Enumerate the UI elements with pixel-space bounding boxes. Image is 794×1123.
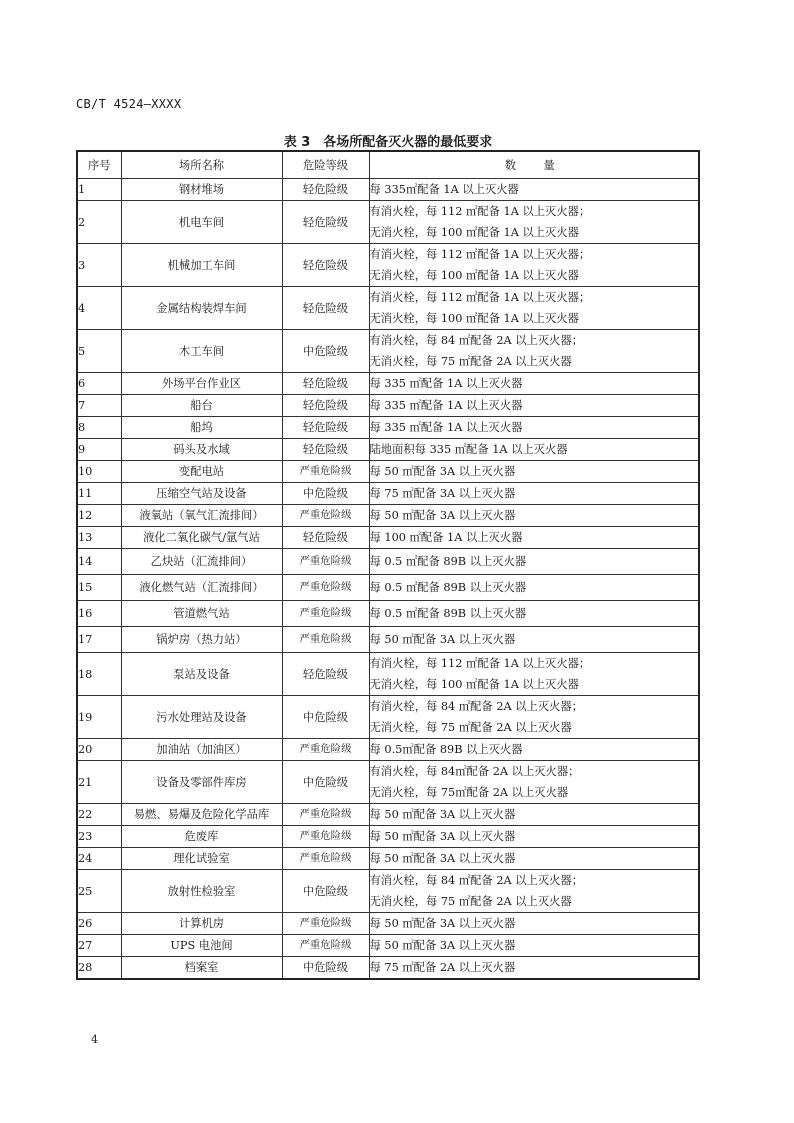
row-number: 28 bbox=[77, 957, 121, 980]
quantity-cell bbox=[369, 575, 699, 601]
quantity-line: 无消火栓，每 100 ㎡配备 1A 以上灭火器 bbox=[369, 312, 579, 325]
table-row bbox=[77, 804, 699, 826]
quantity-line: 每 0.5 ㎡配备 89B 以上灭火器 bbox=[369, 555, 527, 568]
table-row bbox=[77, 244, 699, 287]
table-header-row bbox=[77, 151, 699, 179]
hazard-level: 严重危险级 bbox=[282, 461, 369, 483]
quantity-cell bbox=[369, 761, 699, 804]
table-body bbox=[77, 179, 699, 980]
hazard-level: 轻危险级 bbox=[282, 201, 369, 244]
row-number: 23 bbox=[77, 826, 121, 848]
table-row bbox=[77, 483, 699, 505]
quantity-cell bbox=[369, 439, 699, 461]
quantity-line: 每 50 ㎡配备 3A 以上灭火器 bbox=[369, 917, 516, 930]
quantity-line: 每 335 ㎡配备 1A 以上灭火器 bbox=[369, 377, 523, 390]
hazard-level: 严重危险级 bbox=[282, 739, 369, 761]
quantity-cell bbox=[369, 505, 699, 527]
quantity-line: 每 100 ㎡配备 1A 以上灭火器 bbox=[369, 531, 523, 544]
quantity-line: 每 50 ㎡配备 3A 以上灭火器 bbox=[369, 633, 516, 646]
quantity-cell bbox=[369, 549, 699, 575]
table-row bbox=[77, 461, 699, 483]
quantity-cell bbox=[369, 913, 699, 935]
quantity-cell bbox=[369, 417, 699, 439]
row-number: 6 bbox=[77, 373, 121, 395]
table-row bbox=[77, 417, 699, 439]
row-number: 16 bbox=[77, 601, 121, 627]
table-row bbox=[77, 527, 699, 549]
header-quantity: 数 量 bbox=[369, 151, 699, 179]
header-place: 场所名称 bbox=[121, 151, 282, 179]
place-name: 理化试验室 bbox=[121, 848, 282, 870]
hazard-level: 中危险级 bbox=[282, 696, 369, 739]
table-row bbox=[77, 627, 699, 653]
quantity-cell bbox=[369, 826, 699, 848]
place-name: 木工车间 bbox=[121, 330, 282, 373]
place-name: 钢材堆场 bbox=[121, 179, 282, 201]
quantity-line: 陆地面积每 335 ㎡配备 1A 以上灭火器 bbox=[369, 443, 568, 456]
place-name: 机械加工车间 bbox=[121, 244, 282, 287]
quantity-cell bbox=[369, 201, 699, 244]
quantity-cell bbox=[369, 601, 699, 627]
row-number: 14 bbox=[77, 549, 121, 575]
quantity-cell bbox=[369, 244, 699, 287]
quantity-line: 无消火栓，每 100 ㎡配备 1A 以上灭火器 bbox=[369, 678, 579, 691]
quantity-line: 无消火栓，每 75 ㎡配备 2A 以上灭火器 bbox=[369, 355, 572, 368]
hazard-level: 轻危险级 bbox=[282, 395, 369, 417]
row-number: 2 bbox=[77, 201, 121, 244]
place-name: 设备及零部件库房 bbox=[121, 761, 282, 804]
quantity-line: 无消火栓，每 75 ㎡配备 2A 以上灭火器 bbox=[369, 721, 572, 734]
row-number: 9 bbox=[77, 439, 121, 461]
place-name: 码头及水域 bbox=[121, 439, 282, 461]
table-row bbox=[77, 653, 699, 696]
place-name: 乙炔站（汇流排间） bbox=[121, 549, 282, 575]
table-caption: 表 3 各场所配备灭火器的最低要求 bbox=[283, 135, 493, 150]
hazard-level: 轻危险级 bbox=[282, 244, 369, 287]
hazard-level: 严重危险级 bbox=[282, 913, 369, 935]
hazard-level: 轻危险级 bbox=[282, 287, 369, 330]
hazard-level: 中危险级 bbox=[282, 483, 369, 505]
hazard-level: 轻危险级 bbox=[282, 439, 369, 461]
quantity-line: 每 50 ㎡配备 3A 以上灭火器 bbox=[369, 852, 516, 865]
table-row bbox=[77, 373, 699, 395]
place-name: 锅炉房（热力站） bbox=[121, 627, 282, 653]
quantity-line: 无消火栓，每 75㎡配备 2A 以上灭火器 bbox=[369, 786, 569, 799]
quantity-line: 有消火栓，每 84 ㎡配备 2A 以上灭火器； bbox=[369, 700, 584, 713]
place-name: 泵站及设备 bbox=[121, 653, 282, 696]
hazard-level: 严重危险级 bbox=[282, 848, 369, 870]
quantity-line: 有消火栓，每 84 ㎡配备 2A 以上灭火器； bbox=[369, 874, 584, 887]
header-hazard-level: 危险等级 bbox=[282, 151, 369, 179]
quantity-line: 每 335 ㎡配备 1A 以上灭火器 bbox=[369, 421, 523, 434]
extinguisher-requirements-table bbox=[76, 150, 700, 980]
quantity-line: 每 50 ㎡配备 3A 以上灭火器 bbox=[369, 465, 516, 478]
row-number: 7 bbox=[77, 395, 121, 417]
table-row bbox=[77, 870, 699, 913]
hazard-level: 严重危险级 bbox=[282, 935, 369, 957]
place-name: 液化燃气站（汇流排间） bbox=[121, 575, 282, 601]
place-name: 外场平台作业区 bbox=[121, 373, 282, 395]
quantity-cell bbox=[369, 179, 699, 201]
hazard-level: 严重危险级 bbox=[282, 627, 369, 653]
row-number: 20 bbox=[77, 739, 121, 761]
quantity-cell bbox=[369, 395, 699, 417]
row-number: 21 bbox=[77, 761, 121, 804]
row-number: 12 bbox=[77, 505, 121, 527]
table-row bbox=[77, 439, 699, 461]
quantity-cell bbox=[369, 330, 699, 373]
quantity-cell bbox=[369, 483, 699, 505]
hazard-level: 中危险级 bbox=[282, 761, 369, 804]
quantity-cell bbox=[369, 461, 699, 483]
place-name: 压缩空气站及设备 bbox=[121, 483, 282, 505]
quantity-line: 有消火栓，每 84 ㎡配备 2A 以上灭火器； bbox=[369, 334, 584, 347]
row-number: 22 bbox=[77, 804, 121, 826]
place-name: UPS 电池间 bbox=[121, 935, 282, 957]
quantity-cell bbox=[369, 373, 699, 395]
row-number: 5 bbox=[77, 330, 121, 373]
row-number: 25 bbox=[77, 870, 121, 913]
row-number: 17 bbox=[77, 627, 121, 653]
quantity-line: 有消火栓，每 112 ㎡配备 1A 以上灭火器； bbox=[369, 248, 591, 261]
table-row bbox=[77, 575, 699, 601]
quantity-line: 有消火栓，每 112 ㎡配备 1A 以上灭火器； bbox=[369, 205, 591, 218]
quantity-line: 每 50 ㎡配备 3A 以上灭火器 bbox=[369, 830, 516, 843]
row-number: 13 bbox=[77, 527, 121, 549]
quantity-cell bbox=[369, 957, 699, 980]
table-row bbox=[77, 913, 699, 935]
table-row bbox=[77, 330, 699, 373]
quantity-cell bbox=[369, 527, 699, 549]
quantity-line: 每 335 ㎡配备 1A 以上灭火器 bbox=[369, 399, 523, 412]
quantity-cell bbox=[369, 739, 699, 761]
hazard-level: 中危险级 bbox=[282, 330, 369, 373]
table-row bbox=[77, 739, 699, 761]
quantity-line: 无消火栓，每 100 ㎡配备 1A 以上灭火器 bbox=[369, 226, 579, 239]
place-name: 变配电站 bbox=[121, 461, 282, 483]
hazard-level: 中危险级 bbox=[282, 870, 369, 913]
hazard-level: 严重危险级 bbox=[282, 826, 369, 848]
row-number: 4 bbox=[77, 287, 121, 330]
place-name: 金属结构装焊车间 bbox=[121, 287, 282, 330]
hazard-level: 轻危险级 bbox=[282, 653, 369, 696]
hazard-level: 轻危险级 bbox=[282, 527, 369, 549]
row-number: 3 bbox=[77, 244, 121, 287]
table-row bbox=[77, 505, 699, 527]
quantity-cell bbox=[369, 696, 699, 739]
quantity-cell bbox=[369, 627, 699, 653]
hazard-level: 轻危险级 bbox=[282, 373, 369, 395]
table-row bbox=[77, 395, 699, 417]
place-name: 放射性检验室 bbox=[121, 870, 282, 913]
quantity-cell bbox=[369, 935, 699, 957]
quantity-line: 每 50 ㎡配备 3A 以上灭火器 bbox=[369, 939, 516, 952]
hazard-level: 严重危险级 bbox=[282, 549, 369, 575]
standard-code: CB/T 4524—XXXX bbox=[76, 97, 182, 111]
quantity-cell bbox=[369, 848, 699, 870]
quantity-line: 每 0.5 ㎡配备 89B 以上灭火器 bbox=[369, 607, 527, 620]
row-number: 11 bbox=[77, 483, 121, 505]
table-row bbox=[77, 179, 699, 201]
place-name: 船坞 bbox=[121, 417, 282, 439]
place-name: 计算机房 bbox=[121, 913, 282, 935]
hazard-level: 轻危险级 bbox=[282, 179, 369, 201]
quantity-line: 无消火栓，每 100 ㎡配备 1A 以上灭火器 bbox=[369, 269, 579, 282]
table-row bbox=[77, 826, 699, 848]
quantity-cell bbox=[369, 287, 699, 330]
table-row bbox=[77, 201, 699, 244]
row-number: 15 bbox=[77, 575, 121, 601]
place-name: 船台 bbox=[121, 395, 282, 417]
hazard-level: 严重危险级 bbox=[282, 505, 369, 527]
quantity-line: 每 50 ㎡配备 3A 以上灭火器 bbox=[369, 509, 516, 522]
row-number: 1 bbox=[77, 179, 121, 201]
table-row bbox=[77, 957, 699, 980]
hazard-level: 严重危险级 bbox=[282, 804, 369, 826]
hazard-level: 严重危险级 bbox=[282, 575, 369, 601]
table-row bbox=[77, 549, 699, 575]
page-number: 4 bbox=[91, 1033, 98, 1046]
quantity-line: 每 75 ㎡配备 3A 以上灭火器 bbox=[369, 487, 516, 500]
table-row bbox=[77, 601, 699, 627]
hazard-level: 中危险级 bbox=[282, 957, 369, 980]
quantity-cell bbox=[369, 653, 699, 696]
quantity-line: 有消火栓，每 84㎡配备 2A 以上灭火器； bbox=[369, 765, 580, 778]
quantity-line: 无消火栓，每 75 ㎡配备 2A 以上灭火器 bbox=[369, 895, 572, 908]
quantity-line: 每 0.5 ㎡配备 89B 以上灭火器 bbox=[369, 581, 527, 594]
hazard-level: 轻危险级 bbox=[282, 417, 369, 439]
place-name: 液氧站（氧气汇流排间） bbox=[121, 505, 282, 527]
quantity-line: 有消火栓，每 112 ㎡配备 1A 以上灭火器； bbox=[369, 657, 591, 670]
header-number: 序号 bbox=[77, 151, 121, 179]
quantity-line: 每 50 ㎡配备 3A 以上灭火器 bbox=[369, 808, 516, 821]
table-row bbox=[77, 935, 699, 957]
hazard-level: 严重危险级 bbox=[282, 601, 369, 627]
row-number: 24 bbox=[77, 848, 121, 870]
table-row bbox=[77, 848, 699, 870]
quantity-cell bbox=[369, 870, 699, 913]
quantity-line: 每 335㎡配备 1A 以上灭火器 bbox=[369, 183, 519, 196]
place-name: 污水处理站及设备 bbox=[121, 696, 282, 739]
row-number: 10 bbox=[77, 461, 121, 483]
place-name: 机电车间 bbox=[121, 201, 282, 244]
row-number: 18 bbox=[77, 653, 121, 696]
table-row bbox=[77, 287, 699, 330]
place-name: 危废库 bbox=[121, 826, 282, 848]
place-name: 管道燃气站 bbox=[121, 601, 282, 627]
table-row bbox=[77, 696, 699, 739]
quantity-cell bbox=[369, 804, 699, 826]
row-number: 8 bbox=[77, 417, 121, 439]
place-name: 液化二氧化碳气/氩气站 bbox=[121, 527, 282, 549]
quantity-line: 有消火栓，每 112 ㎡配备 1A 以上灭火器； bbox=[369, 291, 591, 304]
table-row bbox=[77, 761, 699, 804]
place-name: 易燃、易爆及危险化学品库 bbox=[121, 804, 282, 826]
row-number: 26 bbox=[77, 913, 121, 935]
place-name: 加油站（加油区） bbox=[121, 739, 282, 761]
place-name: 档案室 bbox=[121, 957, 282, 980]
quantity-line: 每 0.5㎡配备 89B 以上灭火器 bbox=[369, 743, 523, 756]
quantity-line: 每 75 ㎡配备 2A 以上灭火器 bbox=[369, 961, 516, 974]
row-number: 27 bbox=[77, 935, 121, 957]
row-number: 19 bbox=[77, 696, 121, 739]
